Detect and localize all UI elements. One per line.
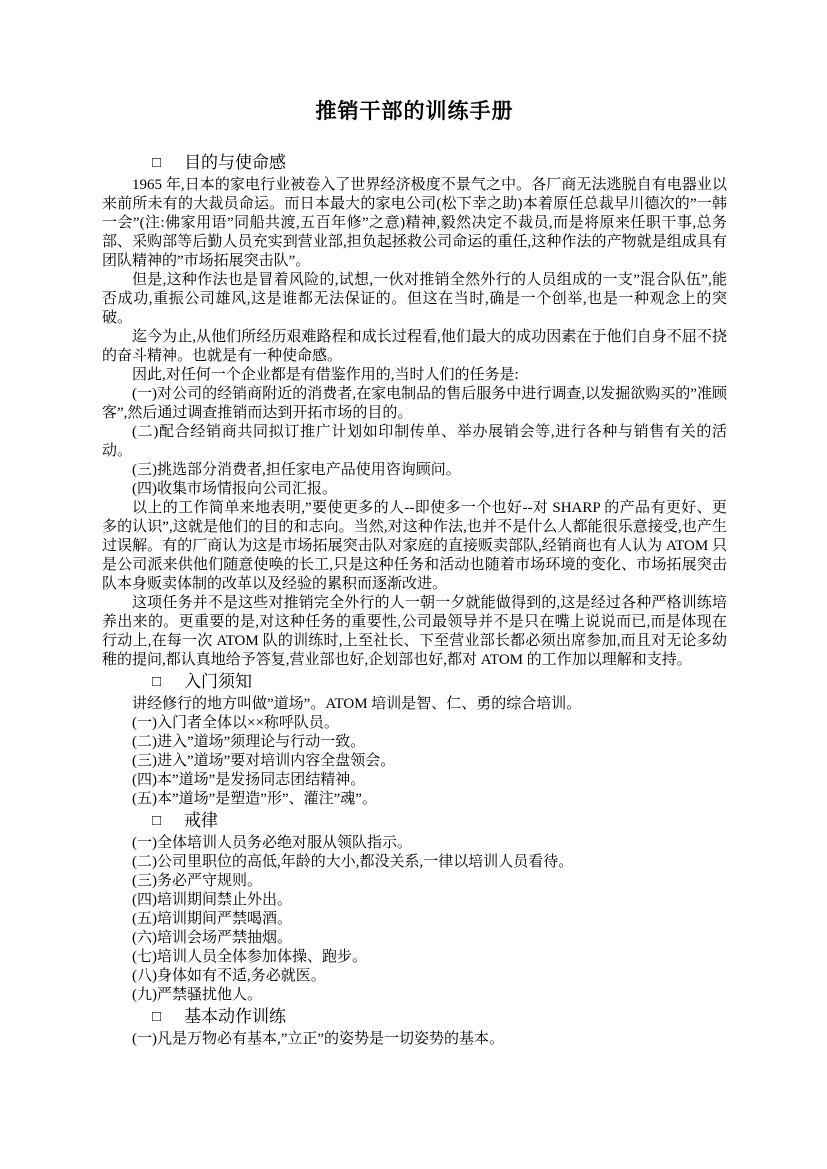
- section-heading: [102, 1005, 727, 1030]
- list-item: (四)培训期间禁止外出。: [132, 892, 292, 908]
- section-purpose-and-mission: [102, 151, 727, 670]
- section-heading: [102, 151, 727, 176]
- list-item: (二)公司里职位的高低,年龄的大小,都没关系,一律以培训人员看待。: [132, 854, 574, 870]
- list-item: (九)严禁骚扰他人。: [132, 987, 262, 1003]
- list-item: (一)全体培训人员务必绝对服从领队指示。: [132, 835, 412, 851]
- section-heading: [102, 670, 727, 695]
- list-item: (八)身体如有不适,务必就医。: [132, 968, 326, 984]
- list-item: (六)培训会场严禁抽烟。: [132, 930, 292, 946]
- list-item: (七)培训人员全体参加体操、跑步。: [132, 949, 367, 965]
- list-item: (四)收集市场情报向公司汇报。: [132, 481, 337, 497]
- list-item: (一)入门者全体以××称呼队员。: [132, 715, 339, 731]
- paragraph: 讲经修行的地方叫做”道场”。ATOM 培训是智、仁、勇的综合培训。: [132, 696, 582, 712]
- square-bullet-icon: □: [152, 155, 162, 171]
- section-heading: [102, 809, 727, 834]
- section-entry-notes: [102, 670, 727, 809]
- paragraph: 但是,这种作法也是冒着风险的,试想,一伙对推销全然外行的人员组成的一支”混合队伍”,能否成功,重振公司雄风,这是谁都无法保证的。但这在当时,确是一个创举,也是一种观念上的突破。: [102, 272, 727, 326]
- section-basic-training: [102, 1005, 727, 1049]
- list-item: (一)对公司的经销商附近的消费者,在家电制品的售后服务中进行调查,以发掘欲购买的”准顾客”,然后通过调查推销而达到开拓市场的目的。: [102, 386, 727, 421]
- list-item: (五)培训期间严禁喝酒。: [132, 911, 292, 927]
- section-heading-label: 目的与使命感: [184, 153, 287, 172]
- paragraph: 迄今为止,从他们所经历艰难路程和成长过程看,他们最大的成功因素在于他们自身不屈不挠的奋斗精神。也就是有一种使命感。: [102, 329, 727, 364]
- paragraph: 这项任务并不是这些对推销完全外行的人一朝一夕就能做得到的,这是经过各种严格训练培养出来的。更重要的是,对这种任务的重要性,公司最领导并不是只在嘴上说说而已,而是体现在行动上,在每一次 ATOM 队的训练时,上至社长、下至营业部长都必须出席参加,而且对无论多幼稚的提问,都认真地给予答复,营业部也好,企划部也好,都对 ATOM 的工作加以理解和支持。: [102, 595, 727, 668]
- list-item: (三)务必严守规则。: [132, 873, 262, 889]
- section-heading-label: 戒律: [184, 811, 219, 830]
- paragraph: 因此,对任何一个企业都是有借鉴作用的,当时人们的任务是:: [132, 367, 519, 383]
- list-item: (一)凡是万物必有基本,”立正”的姿势是一切姿势的基本。: [132, 1031, 505, 1047]
- list-item: (二)进入”道场”须理论与行动一致。: [132, 734, 366, 750]
- paragraph: 1965 年,日本的家电行业被卷入了世界经济极度不景气之中。各厂商无法逃脱自有电器业以来前所未有的大裁员命运。而日本最大的家电公司(松下幸之助)本着原任总裁早川德次的”一韩一会”(注:佛家用语”同船共渡,五百年修”之意)精神,毅然决定不裁员,而是将原来任职干事,总务部、采购部等后勤人员充实到营业部,担负起拯救公司命运的重任,这种作法的产物就是组成具有团队精神的”市场拓展突击队”。: [102, 177, 727, 269]
- list-item: (三)挑选部分消费者,担任家电产品使用咨询顾问。: [132, 462, 461, 478]
- square-bullet-icon: □: [152, 1009, 162, 1025]
- list-item: (三)进入”道场”要对培训内容全盘领会。: [132, 753, 396, 769]
- paragraph: 以上的工作简单来地表明,”要使更多的人--即使多一个也好--对 SHARP 的产品有更好、更多的认识”,这就是他们的目的和志向。当然,对这种作法,也并不是什么人都能很乐意接受,也产生过误解。有的厂商认为这是市场拓展突击队对家庭的直接贩卖部队,经销商也有人认为 ATOM 只是公司派来供他们随意使唤的长工,只是这种任务和活动也随着市场环境的变化、市场拓展突击队本身贩卖体制的改革以及经验的累积而逐渐改进。: [102, 500, 727, 592]
- list-item: (四)本”道场”是发扬同志团结精神。: [132, 772, 366, 788]
- square-bullet-icon: □: [152, 674, 162, 690]
- square-bullet-icon: □: [152, 813, 162, 829]
- document-title: 推销干部的训练手册: [315, 99, 514, 123]
- section-heading-label: 基本动作训练: [184, 1007, 287, 1026]
- section-discipline: [102, 809, 727, 1005]
- list-item: (二)配合经销商共同拟订推广计划如印制传单、举办展销会等,进行各种与销售有关的活动。: [102, 424, 727, 459]
- list-item: (五)本”道场”是塑造”形”、灌注”魂”。: [132, 791, 377, 807]
- section-heading-label: 入门须知: [184, 672, 253, 691]
